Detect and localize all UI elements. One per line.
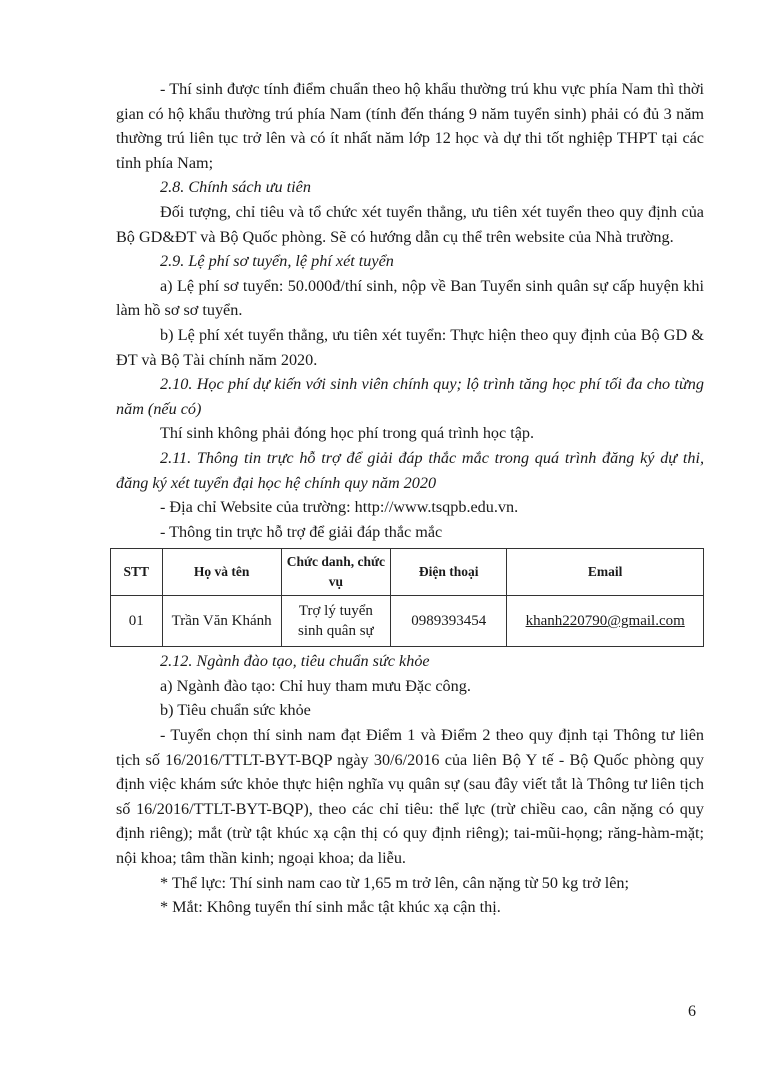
support-contact-table	[110, 548, 704, 647]
heading-2-8: 2.8. Chính sách ưu tiên	[160, 178, 311, 197]
table-row	[111, 596, 704, 647]
paragraph-admission-fee: b) Lệ phí xét tuyển thẳng, ưu tiên xét tuyển: Thực hiện theo quy định của Bộ GD & ĐT và Bộ Tài chính năm 2020.	[116, 325, 704, 369]
paragraph-selection-criteria: - Tuyển chọn thí sinh nam đạt Điểm 1 và Điểm 2 theo quy định tại Thông tư liên tịch số 16/2016/TTLT-BYT-BQP ngày 30/6/2016 của liên Bộ Y tế - Bộ Quốc phòng quy định việc khám sức khỏe thực hiện nghĩa vụ quân sự (sau đây viết tắt là Thông tư liên tịch số 16/2016/TTLT-BYT-BQP), theo các chỉ tiêu: thể lực (trừ chiều cao, cân nặng có quy định riêng); mắt (trừ tật khúc xạ cận thị có quy định riêng); tai-mũi-họng; răng-hàm-mặt; nội khoa; tâm thần kinh; ngoại khoa; da liễu.	[116, 726, 704, 868]
paragraph-tuition: Thí sinh không phải đóng học phí trong quá trình học tập.	[160, 424, 535, 443]
header-role: Chức danh, chức vụ	[281, 549, 390, 596]
header-name: Họ và tên	[162, 549, 281, 596]
paragraph-physical: * Thể lực: Thí sinh nam cao từ 1,65 m trở lên, cân nặng từ 50 kg trở lên;	[160, 873, 630, 892]
page-number: 6	[688, 1003, 696, 1020]
heading-2-9: 2.9. Lệ phí sơ tuyển, lệ phí xét tuyển	[160, 252, 394, 271]
paragraph-health-standard: b) Tiêu chuẩn sức khỏe	[160, 701, 311, 720]
header-phone: Điện thoại	[391, 549, 507, 596]
paragraph-eyes: * Mắt: Không tuyển thí sinh mắc tật khúc xạ cận thị.	[160, 898, 501, 917]
paragraph-preliminary-fee: a) Lệ phí sơ tuyển: 50.000đ/thí sinh, nộp về Ban Tuyển sinh quân sự cấp huyện khi làm hồ sơ sơ tuyển.	[116, 276, 704, 320]
header-email: Email	[507, 549, 704, 596]
cell-name: Trần Văn Khánh	[162, 596, 281, 647]
table-header-row	[111, 549, 704, 596]
heading-2-11: 2.11. Thông tin trực hỗ trợ để giải đáp thắc mắc trong quá trình đăng ký dự thi, đăng ký xét tuyển đại học hệ chính quy năm 2020	[116, 448, 704, 492]
paragraph-priority-policy: Đối tượng, chỉ tiêu và tổ chức xét tuyển thẳng, ưu tiên xét tuyển theo quy định của Bộ GD&ĐT và Bộ Quốc phòng. Sẽ có hướng dẫn cụ thể trên website của Nhà trường.	[116, 202, 704, 246]
cell-stt: 01	[111, 596, 163, 647]
header-stt: STT	[111, 549, 163, 596]
paragraph-residence-rule: - Thí sinh được tính điểm chuẩn theo hộ khẩu thường trú khu vực phía Nam thì thời gian có hộ khẩu thường trú phía Nam (tính đến tháng 9 năm tuyển sinh) phải có đủ 3 năm thường trú liên tục trở lên và có ít nhất năm lớp 12 học và dự thi tốt nghiệp THPT tại các tỉnh phía Nam;	[116, 80, 704, 172]
paragraph-website: - Địa chỉ Website của trường: http://www.tsqpb.edu.vn.	[160, 498, 519, 517]
cell-email	[507, 596, 704, 647]
cell-phone: 0989393454	[391, 596, 507, 647]
cell-role: Trợ lý tuyển sinh quân sự	[281, 596, 390, 647]
paragraph-training-field: a) Ngành đào tạo: Chỉ huy tham mưu Đặc công.	[160, 676, 471, 695]
page-content	[116, 77, 704, 920]
email-link[interactable]: khanh220790@gmail.com	[525, 613, 685, 630]
heading-2-10: 2.10. Học phí dự kiến với sinh viên chính quy; lộ trình tăng học phí tối đa cho từng năm (nếu có)	[116, 375, 704, 418]
heading-2-12: 2.12. Ngành đào tạo, tiêu chuẩn sức khỏe	[160, 652, 430, 671]
paragraph-support-info: - Thông tin trực hỗ trợ để giải đáp thắc mắc	[160, 522, 443, 541]
